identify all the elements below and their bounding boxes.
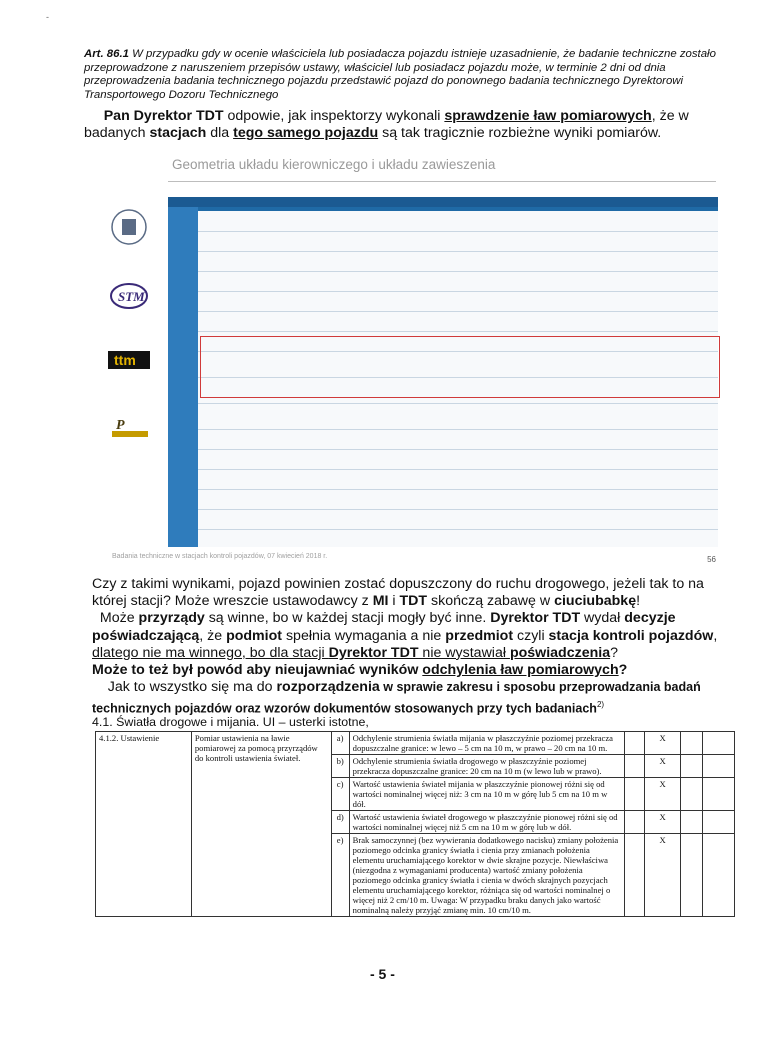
- text-fragment: skończą zabawę w: [427, 593, 555, 610]
- table-cell-empty: [703, 778, 735, 811]
- text-director: Dyrektor TDT: [328, 644, 419, 661]
- table-row-line: [198, 231, 718, 232]
- text-fragment: są tak tragicznie rozbieżne wyniki pomiarów.: [378, 125, 662, 141]
- table-cell-description: Odchylenie strumienia światła mijania w płaszczyźnie poziomej przekracza dopuszczalne granice: w lewo – 5 cm na 10 m, w prawo – 20 cm na 10 m.: [349, 732, 625, 755]
- text-decision: decyzje poświadczającą: [92, 610, 676, 644]
- table-cell-empty: [625, 732, 645, 755]
- text-ciuciubabka: ciuciubabkę: [554, 593, 637, 610]
- text-fragment: Może: [99, 610, 139, 627]
- paragraph-inspection: [84, 108, 734, 142]
- svg-text:STM: STM: [118, 289, 145, 304]
- table-row: [96, 732, 735, 755]
- table-cell-empty: [703, 755, 735, 778]
- text-regulation: rozporządzenia: [276, 679, 380, 695]
- table-row-line: [198, 429, 718, 430]
- text-fragment: Jak to wszystko się ma do: [107, 679, 277, 695]
- table-cell-empty: [703, 834, 735, 917]
- table-row-line: [198, 331, 718, 332]
- table-cell-empty: [681, 811, 703, 834]
- regulation-table: [95, 731, 735, 917]
- text-fragment: , że: [199, 627, 227, 644]
- tdt-logo: [108, 207, 150, 247]
- text-fragment: Czy z takimi wynikami, pojazd powinien zostać dopuszczony do ruchu drogowego, jeżeli tak to na której stacji? Może wreszcie ustawodawcy z: [92, 576, 704, 610]
- text-fragment: ,: [713, 627, 718, 644]
- text-mi: MI: [372, 593, 389, 610]
- text-no-culprit: dlatego nie ma winnego, bo dla stacji: [92, 644, 329, 661]
- page-number: - 5 -: [370, 966, 395, 982]
- text-regulation-title: w sprawie zakresu i sposobu przeprowadzania badań technicznych pojazdów oraz wzorów dokumentów stosowanych przy tych badaniach: [92, 680, 701, 716]
- table-row-line: [198, 271, 718, 272]
- text-stations: stacjach: [149, 125, 207, 141]
- paragraph-regulation: [92, 662, 732, 718]
- table-cell-empty: [625, 778, 645, 811]
- text-bench-check: sprawdzenie ław pomiarowych: [444, 108, 652, 124]
- text-fragment: i: [388, 593, 400, 610]
- table-cell-mark: X: [645, 778, 681, 811]
- text-director: Pan Dyrektor TDT: [103, 108, 224, 124]
- slide-footer: Badania techniczne w stacjach kontroli pojazdów, 07 kwiecień 2018 r.: [112, 553, 328, 560]
- table-row-line: [198, 311, 718, 312]
- text-fragment: dla: [206, 125, 234, 141]
- table-cell-letter: a): [331, 732, 349, 755]
- text-fragment: ?: [618, 662, 628, 678]
- ttm-logo: [108, 351, 150, 369]
- svg-text:P: P: [116, 418, 125, 433]
- text-bench-deviation: odchylenia ław pomiarowych: [422, 662, 619, 678]
- text-tdt: TDT: [399, 593, 428, 610]
- table-cell-empty: [625, 755, 645, 778]
- table-cell-letter: c): [331, 778, 349, 811]
- slide-title: Geometria układu kierowniczego i układu zawieszenia: [172, 157, 496, 172]
- embedded-slide-image: [106, 153, 722, 571]
- text-director: Dyrektor TDT: [490, 610, 581, 627]
- table-cell-empty: [681, 778, 703, 811]
- table-cell-mark: X: [645, 755, 681, 778]
- table-cell-code: 4.1.2. Ustawienie: [96, 732, 192, 917]
- article-heading: Art. 86.1: [84, 48, 129, 60]
- table-cell-empty: [703, 732, 735, 755]
- table-cell-empty: [625, 834, 645, 917]
- text-fragment: czyli: [513, 627, 549, 644]
- table-cell-description: Brak samoczynnej (bez wywierania dodatkowego nacisku) zmiany położenia poziomego odcinka granicy światła i cienia przy zmianach położenia elementu uruchamiającego korektor w dwie skrajne pozycje. Niewłaściwa (niezgodna z wymaganiami producenta) wartość zmiany położenia poziomego odcinka granicy światła i cienia w dwóch skrajnych pozycjach elementu uruchamiającego korektor, różniąca się od wartości nominalnej o więcej niż 2 cm/10 m. Uwaga: W przypadku braku danych jako wartość nominalną należy przyjąć zmianę min. 10 cm/10 m.: [349, 834, 625, 917]
- highlight-box: [200, 336, 720, 398]
- table-cell-empty: [703, 811, 735, 834]
- svg-text:ttm: ttm: [114, 352, 136, 368]
- text-certificate: poświadczenia: [509, 644, 611, 661]
- table-cell-empty: [681, 834, 703, 917]
- table-cell-method: Pomiar ustawienia na ławie pomiarowej za pomocą przyrządów do kontroli ustawienia świateł.: [191, 732, 331, 917]
- table-cell-empty: [625, 811, 645, 834]
- text-same-vehicle: tego samego pojazdu: [233, 125, 379, 141]
- table-row-line: [198, 489, 718, 490]
- table-cell-letter: b): [331, 755, 349, 778]
- text-instruments: przyrządy: [138, 610, 205, 627]
- text-fragment: spełnia wymagania a nie: [282, 627, 446, 644]
- table-cell-empty: [681, 755, 703, 778]
- table-row-line: [198, 529, 718, 530]
- table-cell-description: Wartość ustawienia świateł drogowego w płaszczyźnie pionowej różni się od wartości nominalnej więcej niż 5 cm na 10 m w górę lub w dół.: [349, 811, 625, 834]
- text-station: stacja kontroli pojazdów: [548, 627, 714, 644]
- text-entity: podmiot: [226, 627, 283, 644]
- table-row-line: [198, 251, 718, 252]
- slide-page-number: 56: [707, 555, 716, 564]
- table-row-line: [198, 403, 718, 404]
- table-cell-letter: d): [331, 811, 349, 834]
- section-heading: 4.1. Światła drogowe i mijania. UI – usterki istotne,: [92, 715, 369, 729]
- text-question: Może to też był powód aby nieujawniać wyników: [92, 662, 423, 678]
- slide-divider: [168, 181, 716, 182]
- paragraph-question: [92, 576, 732, 662]
- table-row-line: [198, 291, 718, 292]
- article-quote: [84, 48, 724, 102]
- table-row-line: [198, 449, 718, 450]
- text-fragment: wydał: [580, 610, 625, 627]
- table-cell-mark: X: [645, 811, 681, 834]
- table-cell-mark: X: [645, 834, 681, 917]
- article-text: W przypadku gdy w ocenie właściciela lub posiadacza pojazdu istnieje uzasadnienie, że badanie techniczne zostało przeprowadzone z naruszeniem przepisów ustawy, właściciel lub posiadacz pojazdu może, w terminie 2 dni od dnia przeprowadzenia badania technicznego pojazdu przedstawić pojazd do ponownego badania technicznego Dyrektorowi Transportowego Dozoru Technicznego: [84, 48, 716, 101]
- pj-logo: [108, 415, 150, 443]
- table-row-line: [198, 469, 718, 470]
- text-object: przedmiot: [445, 627, 514, 644]
- text-fragment: nie wystawiał: [418, 644, 510, 661]
- table-side-bar: [168, 207, 198, 547]
- table-cell-letter: e): [331, 834, 349, 917]
- text-fragment: odpowie, jak inspektorzy wykonali: [223, 108, 445, 124]
- text-fragment: ?: [610, 644, 618, 661]
- table-cell-mark: X: [645, 732, 681, 755]
- table-header-bar: [168, 197, 718, 207]
- text-fragment: !: [636, 593, 641, 610]
- text-fragment: są winne, bo w każdej stacji mogły być inne.: [204, 610, 491, 627]
- table-row-line: [198, 509, 718, 510]
- footnote-ref: 2): [596, 700, 605, 709]
- table-cell-description: Wartość ustawienia świateł mijania w płaszczyźnie pionowej różni się od wartości nominalnej więcej niż: 3 cm na 10 m w górę lub 5 cm na 10 m w dół.: [349, 778, 625, 811]
- logo-column: [106, 193, 166, 553]
- table-cell-empty: [681, 732, 703, 755]
- text-fragment: , że w badanych: [84, 108, 689, 141]
- table-cell-description: Odchylenie strumienia światła drogowego w płaszczyźnie poziomej przekracza dopuszczalne granice: 20 cm na 10 m (w lewo lub w prawo).: [349, 755, 625, 778]
- stm-logo: [108, 281, 150, 311]
- corner-mark: -: [46, 12, 49, 22]
